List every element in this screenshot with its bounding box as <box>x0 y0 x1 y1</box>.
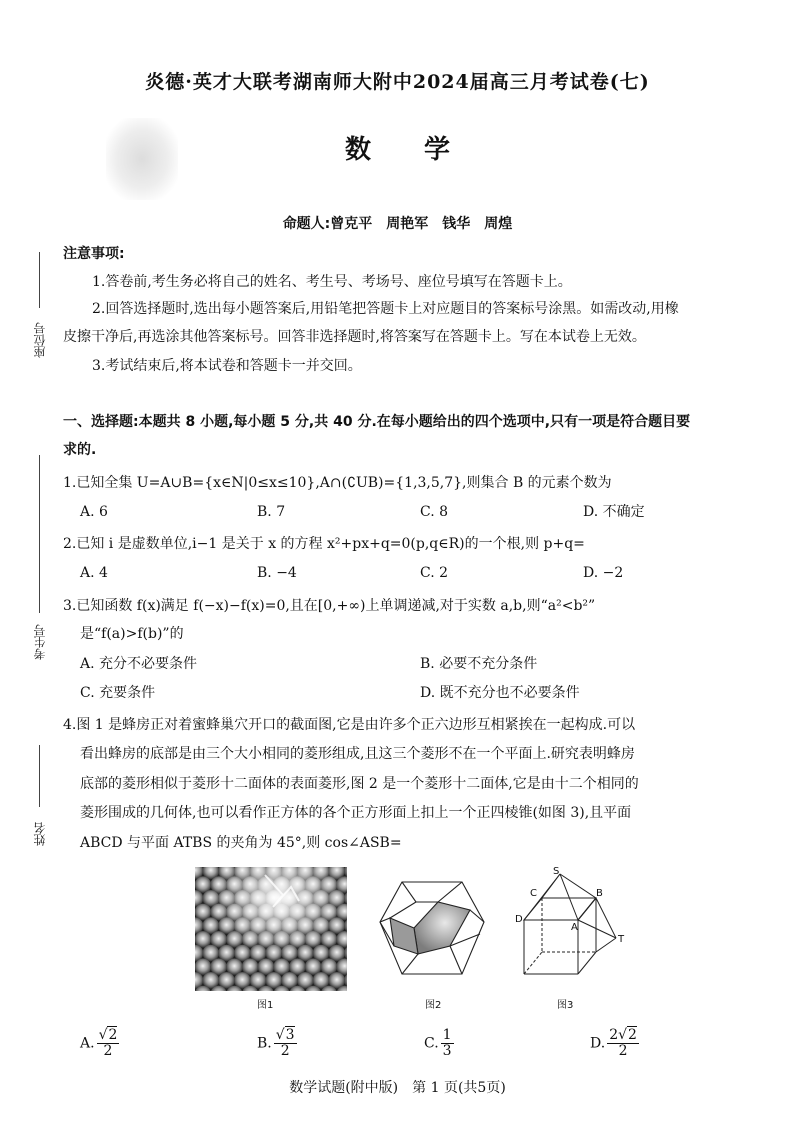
q4-option-b-label: B. <box>257 1035 272 1052</box>
q3-option-a: A. 充分不必要条件 <box>80 656 198 672</box>
q4-option-d-label: D. <box>590 1035 606 1052</box>
figure-2-rhombic-dodecahedron <box>376 872 488 990</box>
q2-option-a: A. 4 <box>80 565 108 581</box>
q1-option-d: D. 不确定 <box>583 504 645 520</box>
notice-item-2-line-1: 2.回答选择题时,选出每小题答案后,用铅笔把答题卡上对应题目的答案标号涂黑。如需改动,用橡 <box>92 301 679 317</box>
figure-1-honeycomb-image <box>195 867 347 991</box>
figure-3-label-d: D <box>515 914 523 925</box>
q2-option-d: D. −2 <box>583 565 624 581</box>
q4-option-d-numerator: 2 <box>628 1027 637 1043</box>
exam-title: 炎德·英才大联考湖南师大附中2024届高三月考试卷(七) <box>145 71 650 93</box>
figure-3-label-c: C <box>530 888 537 899</box>
q4-option-d <box>590 1028 639 1059</box>
q3-option-c: C. 充要条件 <box>80 685 156 701</box>
q4-option-c-label: C. <box>424 1035 439 1052</box>
q3-stem-line-1: 3.已知函数 f(x)满足 f(−x)−f(x)=0,且在[0,+∞)上单调递减,对于实数 a,b,则“a²<b²” <box>63 598 596 614</box>
q4-option-c-denominator: 3 <box>442 1043 452 1059</box>
seat-label: 座位号 <box>33 322 47 358</box>
figure-3-label-t: T <box>618 934 625 945</box>
authors-line: 命题人:曾克平 周艳军 钱华 周煌 <box>282 216 513 232</box>
q4-option-a-denominator: 2 <box>103 1043 113 1059</box>
name-line <box>39 745 40 807</box>
q4-line-3: 底部的菱形相似于菱形十二面体的表面菱形,图 2 是一个菱形十二面体,它是由十二个相同的 <box>80 776 639 792</box>
notice-item-1: 1.答卷前,考生务必将自己的姓名、考生号、考场号、座位号填写在答题卡上。 <box>92 274 572 290</box>
section1-instruction-line-2: 求的. <box>63 442 97 458</box>
q4-option-c <box>424 1028 454 1059</box>
seat-line <box>39 252 40 308</box>
q1-option-c: C. 8 <box>420 504 449 520</box>
q2-stem: 2.已知 i 是虚数单位,i−1 是关于 x 的方程 x²+px+q=0(p,q∈R)的一个根,则 p+q= <box>63 536 585 552</box>
figure-3-label-a: A <box>571 922 578 933</box>
q4-option-b-fraction: $\frac{√3}{2}$ <box>275 1027 295 1059</box>
exam-no-label: 考生号 <box>33 624 47 660</box>
q1-option-b: B. 7 <box>257 504 286 520</box>
q3-stem-line-2: 是“f(a)>f(b)”的 <box>80 626 184 642</box>
q4-option-a <box>80 1028 119 1059</box>
q4-option-d-fraction: $\frac{2√2}{2}$ <box>609 1027 637 1059</box>
q4-option-c-fraction <box>441 1028 454 1059</box>
page-footer: 数学试题(附中版) 第 1 页(共5页) <box>289 1080 506 1096</box>
q1-stem: 1.已知全集 U=A∪B={x∈N|0≤x≤10},A∩(∁UB)={1,3,5,7},则集合 B 的元素个数为 <box>63 475 612 491</box>
q4-option-b <box>257 1028 297 1059</box>
q4-option-d-coefficient: 2 <box>609 1027 619 1043</box>
figure-3-label-s: S <box>553 866 560 877</box>
notice-item-2-line-2: 皮擦干净后,再选涂其他答案标号。回答非选择题时,将答案写在答题卡上。写在本试卷上无效。 <box>63 329 646 345</box>
q4-option-a-numerator: 2 <box>108 1027 118 1043</box>
figure-3-caption: 图3 <box>557 1000 574 1011</box>
notice-heading: 注意事项: <box>63 246 125 262</box>
q4-option-b-denominator: 2 <box>280 1043 290 1059</box>
q2-option-b: B. −4 <box>257 565 297 581</box>
q4-option-a-fraction: $\frac{√2}{2}$ <box>98 1027 118 1059</box>
q4-line-2: 看出蜂房的底部是由三个大小相同的菱形组成,且这三个菱形不在一个平面上.研究表明蜂房 <box>80 746 635 762</box>
q4-line-5: ABCD 与平面 ATBS 的夹角为 45°,则 cos∠ASB= <box>80 835 402 851</box>
exam-no-line <box>39 455 40 613</box>
q4-option-c-numerator: 1 <box>442 1027 452 1043</box>
section1-instruction-line-1: 一、选择题:本题共 8 小题,每小题 5 分,共 40 分.在每小题给出的四个选项中,只有一项是符合题目要 <box>63 414 691 430</box>
figure-1-caption: 图1 <box>257 1000 274 1011</box>
notice-item-3: 3.考试结束后,将本试卷和答题卡一并交回。 <box>92 358 362 374</box>
q4-option-d-denominator: 2 <box>618 1043 628 1059</box>
q4-option-a-label: A. <box>80 1035 95 1052</box>
q1-option-a: A. 6 <box>80 504 108 520</box>
q2-option-c: C. 2 <box>420 565 449 581</box>
q3-option-d: D. 既不充分也不必要条件 <box>420 685 580 701</box>
q4-line-1: 4.图 1 是蜂房正对着蜜蜂巢穴开口的截面图,它是由许多个正六边形互相紧挨在一起构成.可以 <box>63 717 636 733</box>
subject-title: 数 学 <box>344 135 473 165</box>
q3-option-b: B. 必要不充分条件 <box>420 656 538 672</box>
figure-2-caption: 图2 <box>425 1000 442 1011</box>
q4-option-b-numerator: 3 <box>285 1027 295 1043</box>
name-label: 姓名 <box>33 822 47 846</box>
q4-line-4: 菱形围成的几何体,也可以看作正方体的各个正方形面上扣上一个正四棱锥(如图 3),且平面 <box>80 805 632 821</box>
figure-3-label-b: B <box>596 888 603 899</box>
